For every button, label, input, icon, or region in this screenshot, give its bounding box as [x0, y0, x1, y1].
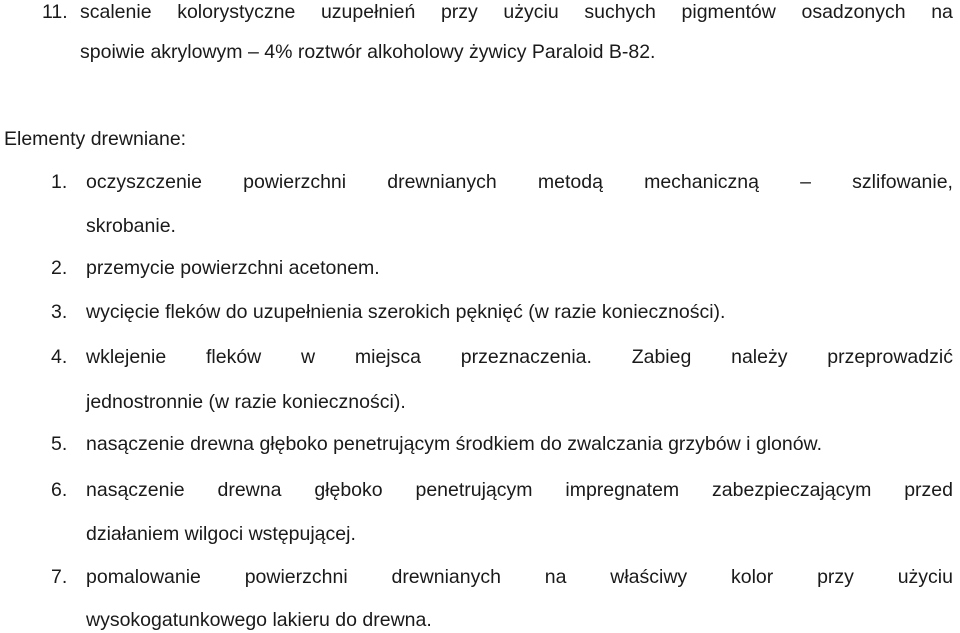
word: kolor: [730, 566, 774, 588]
section-heading: Elementy drewniane:: [4, 128, 187, 150]
intro-item-line1: [80, 0, 953, 24]
word: przeprowadzić: [827, 346, 953, 368]
list-item-number: 4.: [51, 346, 68, 368]
word: użyciu: [897, 566, 953, 588]
word: właściwy: [610, 566, 688, 588]
word: przed: [904, 479, 953, 501]
list-item-number: 3.: [51, 301, 68, 323]
list-item-number: 6.: [51, 479, 68, 501]
word: fleków: [205, 346, 262, 368]
word: na: [544, 566, 567, 588]
word: oczyszczenie: [86, 171, 202, 193]
word: Zabieg: [631, 346, 692, 368]
word: mechaniczną: [644, 171, 759, 193]
list-item-number: 5.: [51, 433, 68, 455]
word: powierzchni: [244, 566, 348, 588]
word: powierzchni: [243, 171, 347, 193]
word: nasączenie: [86, 479, 185, 501]
word: przy: [817, 566, 854, 588]
word: drewnianych: [387, 171, 497, 193]
word: impregnatem: [565, 479, 680, 501]
word: uzupełnień: [320, 1, 416, 23]
word: na: [931, 1, 953, 23]
list-item-line1: [86, 478, 953, 502]
list-item-number: 1.: [51, 171, 68, 193]
word: metodą: [537, 171, 603, 193]
list-item-line1: wycięcie fleków do uzupełnienia szerokich pęknięć (w razie konieczności).: [86, 301, 726, 323]
word: drewna: [217, 479, 282, 501]
word: głęboko: [314, 479, 383, 501]
word: w: [301, 346, 316, 368]
list-item-line1: [86, 170, 953, 194]
list-item-line2: skrobanie.: [86, 215, 176, 237]
word: szlifowanie,: [852, 171, 953, 193]
word: należy: [731, 346, 788, 368]
list-item-line2: jednostronnie (w razie konieczności).: [86, 391, 406, 413]
word: penetrującym: [415, 479, 533, 501]
word: pigmentów: [681, 1, 776, 23]
word: wklejenie: [86, 346, 167, 368]
list-item-number: 7.: [51, 566, 68, 588]
word: przeznaczenia.: [460, 346, 592, 368]
list-item-line1: nasączenie drewna głęboko penetrującym środkiem do zwalczania grzybów i glonów.: [86, 433, 822, 455]
word: zabezpieczającym: [712, 479, 872, 501]
word: miejsca: [354, 346, 421, 368]
intro-item-number: 11.: [42, 1, 68, 23]
word: drewnianych: [391, 566, 501, 588]
list-item-line1: [86, 565, 953, 589]
list-item-line1: przemycie powierzchni acetonem.: [86, 257, 380, 279]
word: osadzonych: [801, 1, 906, 23]
list-item-number: 2.: [51, 257, 68, 279]
list-item-line2: działaniem wilgoci wstępującej.: [86, 523, 356, 545]
word: użyciu: [503, 1, 559, 23]
word: pomalowanie: [86, 566, 201, 588]
intro-item-line2: spoiwie akrylowym – 4% roztwór alkoholowy żywicy Paraloid B-82.: [80, 41, 656, 63]
word: –: [800, 171, 812, 193]
word: scalenie: [80, 1, 152, 23]
list-item-line1: [86, 345, 953, 369]
list-item-line2: wysokogatunkowego lakieru do drewna.: [86, 609, 432, 631]
word: suchych: [584, 1, 656, 23]
word: kolorystyczne: [177, 1, 296, 23]
word: przy: [440, 1, 478, 23]
